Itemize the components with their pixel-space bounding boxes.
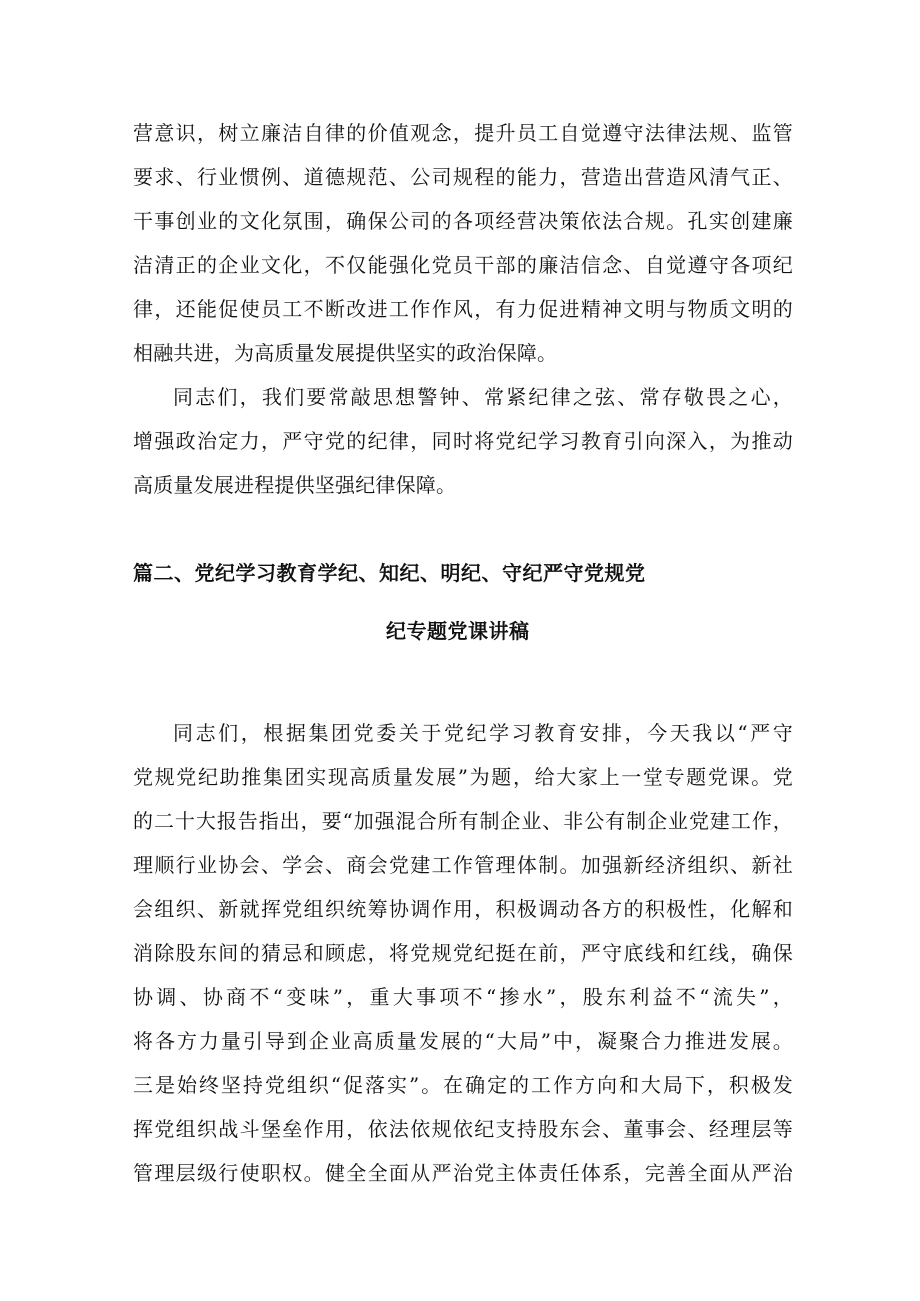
section-heading-line-2: 纪专题党课讲稿 [386, 619, 530, 643]
paragraph-line: 理顺行业协会、学会、商会党建工作管理体制。加强新经济组织、新社 [133, 853, 793, 877]
paragraph-line: 营意识，树立廉洁自律的价值观念，提升员工自觉遵守法律法规、监管 [133, 121, 793, 145]
paragraph-line: 干事创业的文化氛围，确保公司的各项经营决策依法合规。孔实创建廉 [133, 209, 793, 233]
paragraph-line: 三是始终坚持党组织“促落实”。在确定的工作方向和大局下，积极发 [133, 1073, 793, 1097]
paragraph-line: 的二十大报告指出，要“加强混合所有制企业、非公有制企业党建工作， [133, 809, 793, 833]
paragraph-line: 消除股东间的猜忌和顾虑，将党规党纪挺在前，严守底线和红线，确保 [133, 941, 793, 965]
paragraph-line: 同志们，根据集团党委关于党纪学习教育安排，今天我以“严守 [173, 721, 793, 745]
section-heading-line-1: 篇二、党纪学习教育学纪、知纪、明纪、守纪严守党规党 [133, 561, 646, 585]
paragraph-line: 将各方力量引导到企业高质量发展的“大局”中，凝聚合力推进发展。 [133, 1029, 793, 1053]
paragraph-line: 党规党纪助推集团实现高质量发展”为题，给大家上一堂专题党课。党 [133, 765, 793, 789]
paragraph-line: 会组织、新就挥党组织统筹协调作用，积极调动各方的积极性，化解和 [133, 897, 793, 921]
paragraph-line: 增强政治定力，严守党的纪律，同时将党纪学习教育引向深入，为推动 [133, 429, 793, 453]
paragraph-line: 要求、行业惯例、道德规范、公司规程的能力，营造出营造风清气正、 [133, 165, 793, 189]
paragraph-line: 律，还能促使员工不断改进工作作风，有力促进精神文明与物质文明的 [133, 297, 793, 321]
paragraph-line: 高质量发展进程提供坚强纪律保障。 [133, 473, 457, 497]
paragraph-line: 管理层级行使职权。健全全面从严治党主体责任体系，完善全面从严治 [133, 1161, 793, 1185]
paragraph-line: 协调、协商不“变味”，重大事项不“掺水”，股东利益不“流失”， [133, 985, 793, 1009]
paragraph-line: 洁清正的企业文化，不仅能强化党员干部的廉洁信念、自觉遵守各项纪 [133, 253, 793, 277]
paragraph-line: 相融共进，为高质量发展提供坚实的政治保障。 [133, 341, 558, 365]
paragraph-line: 同志们，我们要常敲思想警钟、常紧纪律之弦、常存敬畏之心， [173, 385, 793, 409]
paragraph-line: 挥党组织战斗堡垒作用，依法依规依纪支持股东会、董事会、经理层等 [133, 1117, 793, 1141]
